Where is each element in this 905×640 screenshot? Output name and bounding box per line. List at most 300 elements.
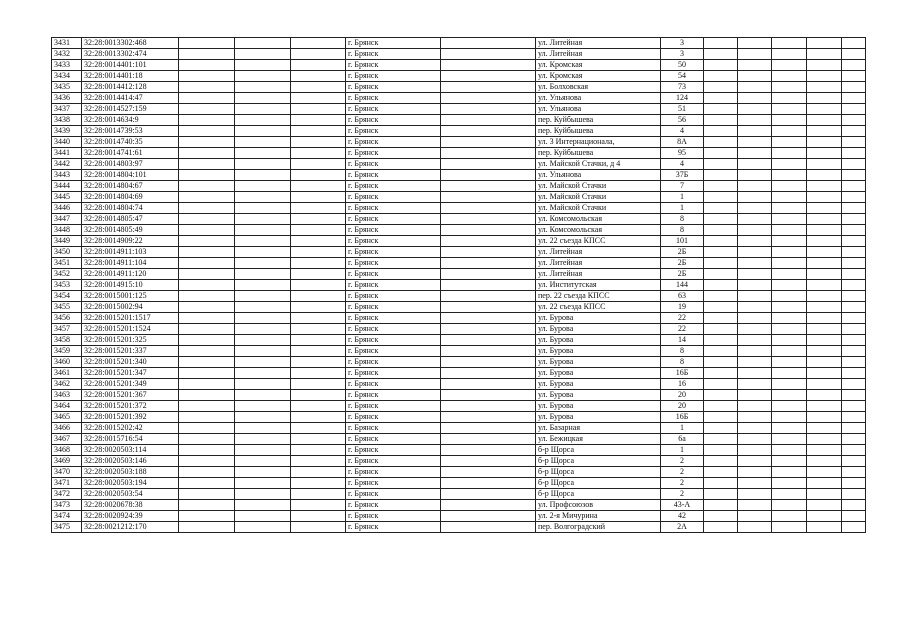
empty-cell bbox=[807, 225, 842, 236]
street-name: ул. 22 съезда КПСС bbox=[536, 302, 661, 313]
empty-cell bbox=[772, 82, 807, 93]
empty-cell bbox=[291, 445, 346, 456]
empty-cell bbox=[179, 456, 235, 467]
empty-cell bbox=[235, 511, 291, 522]
empty-cell bbox=[738, 82, 772, 93]
empty-cell bbox=[842, 357, 866, 368]
empty-cell bbox=[738, 49, 772, 60]
empty-cell bbox=[235, 148, 291, 159]
empty-cell bbox=[772, 456, 807, 467]
cadastral-number: 32:28:0014740:35 bbox=[82, 137, 179, 148]
cadastral-number: 32:28:0015201:347 bbox=[82, 368, 179, 379]
empty-cell bbox=[441, 269, 536, 280]
table-row bbox=[52, 170, 866, 181]
empty-cell bbox=[807, 181, 842, 192]
empty-cell bbox=[807, 511, 842, 522]
street-name: ул. Бурова bbox=[536, 313, 661, 324]
house-number: 16Б bbox=[661, 368, 704, 379]
empty-cell bbox=[842, 379, 866, 390]
house-number: 14 bbox=[661, 335, 704, 346]
row-number: 3455 bbox=[52, 302, 82, 313]
street-name: ул. Бурова bbox=[536, 335, 661, 346]
street-name: ул. Бурова bbox=[536, 324, 661, 335]
empty-cell bbox=[291, 456, 346, 467]
empty-cell bbox=[235, 115, 291, 126]
row-number: 3457 bbox=[52, 324, 82, 335]
street-name: ул. Майской Стачки bbox=[536, 181, 661, 192]
empty-cell bbox=[704, 236, 738, 247]
empty-cell bbox=[441, 478, 536, 489]
empty-cell bbox=[291, 401, 346, 412]
empty-cell bbox=[441, 324, 536, 335]
street-name: ул. Майской Стачки, д 4 bbox=[536, 159, 661, 170]
empty-cell bbox=[772, 423, 807, 434]
empty-cell bbox=[704, 170, 738, 181]
empty-cell bbox=[842, 291, 866, 302]
empty-cell bbox=[235, 159, 291, 170]
street-name: ул. Ульянова bbox=[536, 170, 661, 181]
empty-cell bbox=[772, 60, 807, 71]
table-row bbox=[52, 203, 866, 214]
cadastral-number: 32:28:0013302:468 bbox=[82, 38, 179, 49]
cadastral-number: 32:28:0014915:10 bbox=[82, 280, 179, 291]
street-name: ул. Бурова bbox=[536, 412, 661, 423]
empty-cell bbox=[441, 280, 536, 291]
empty-cell bbox=[704, 467, 738, 478]
table-row bbox=[52, 434, 866, 445]
empty-cell bbox=[704, 214, 738, 225]
empty-cell bbox=[738, 346, 772, 357]
empty-cell bbox=[807, 522, 842, 533]
empty-cell bbox=[842, 181, 866, 192]
city-name: г. Брянск bbox=[346, 357, 441, 368]
empty-cell bbox=[738, 500, 772, 511]
table-row bbox=[52, 412, 866, 423]
empty-cell bbox=[704, 192, 738, 203]
empty-cell bbox=[179, 60, 235, 71]
empty-cell bbox=[842, 247, 866, 258]
house-number: 22 bbox=[661, 313, 704, 324]
street-name: пер. Куйбышева bbox=[536, 126, 661, 137]
empty-cell bbox=[179, 390, 235, 401]
cadastral-number: 32:28:0015201:337 bbox=[82, 346, 179, 357]
house-number: 2 bbox=[661, 489, 704, 500]
cadastral-number: 32:28:0015201:1517 bbox=[82, 313, 179, 324]
empty-cell bbox=[738, 126, 772, 137]
empty-cell bbox=[738, 335, 772, 346]
cadastral-number: 32:28:0014911:104 bbox=[82, 258, 179, 269]
city-name: г. Брянск bbox=[346, 38, 441, 49]
empty-cell bbox=[807, 313, 842, 324]
empty-cell bbox=[704, 258, 738, 269]
empty-cell bbox=[738, 104, 772, 115]
city-name: г. Брянск bbox=[346, 478, 441, 489]
house-number: 2 bbox=[661, 478, 704, 489]
city-name: г. Брянск bbox=[346, 126, 441, 137]
empty-cell bbox=[807, 82, 842, 93]
empty-cell bbox=[807, 324, 842, 335]
empty-cell bbox=[807, 291, 842, 302]
empty-cell bbox=[807, 401, 842, 412]
empty-cell bbox=[807, 236, 842, 247]
empty-cell bbox=[772, 203, 807, 214]
cadastral-number: 32:28:0014401:101 bbox=[82, 60, 179, 71]
empty-cell bbox=[842, 258, 866, 269]
empty-cell bbox=[291, 115, 346, 126]
empty-cell bbox=[842, 456, 866, 467]
house-number: 63 bbox=[661, 291, 704, 302]
empty-cell bbox=[441, 401, 536, 412]
street-name: пер. Куйбышева bbox=[536, 148, 661, 159]
row-number: 3474 bbox=[52, 511, 82, 522]
street-name: б-р Щорса bbox=[536, 467, 661, 478]
table-row bbox=[52, 181, 866, 192]
city-name: г. Брянск bbox=[346, 313, 441, 324]
row-number: 3431 bbox=[52, 38, 82, 49]
empty-cell bbox=[738, 313, 772, 324]
city-name: г. Брянск bbox=[346, 60, 441, 71]
house-number: 3 bbox=[661, 38, 704, 49]
empty-cell bbox=[235, 280, 291, 291]
cadastral-number: 32:28:0015201:340 bbox=[82, 357, 179, 368]
empty-cell bbox=[179, 313, 235, 324]
house-number: 2 bbox=[661, 467, 704, 478]
empty-cell bbox=[738, 478, 772, 489]
empty-cell bbox=[291, 313, 346, 324]
empty-cell bbox=[807, 148, 842, 159]
empty-cell bbox=[704, 137, 738, 148]
empty-cell bbox=[772, 335, 807, 346]
row-number: 3442 bbox=[52, 159, 82, 170]
empty-cell bbox=[235, 291, 291, 302]
row-number: 3463 bbox=[52, 390, 82, 401]
house-number: 3 bbox=[661, 49, 704, 60]
empty-cell bbox=[704, 247, 738, 258]
empty-cell bbox=[704, 71, 738, 82]
empty-cell bbox=[807, 49, 842, 60]
empty-cell bbox=[704, 478, 738, 489]
cadastral-number: 32:28:0015202:42 bbox=[82, 423, 179, 434]
table-row bbox=[52, 423, 866, 434]
empty-cell bbox=[179, 126, 235, 137]
empty-cell bbox=[772, 225, 807, 236]
row-number: 3452 bbox=[52, 269, 82, 280]
empty-cell bbox=[179, 71, 235, 82]
empty-cell bbox=[704, 82, 738, 93]
table-row bbox=[52, 258, 866, 269]
cadastral-number: 32:28:0014805:49 bbox=[82, 225, 179, 236]
row-number: 3462 bbox=[52, 379, 82, 390]
empty-cell bbox=[842, 467, 866, 478]
empty-cell bbox=[235, 445, 291, 456]
row-number: 3451 bbox=[52, 258, 82, 269]
empty-cell bbox=[842, 522, 866, 533]
house-number: 8 bbox=[661, 214, 704, 225]
empty-cell bbox=[772, 269, 807, 280]
empty-cell bbox=[807, 423, 842, 434]
empty-cell bbox=[807, 500, 842, 511]
empty-cell bbox=[704, 522, 738, 533]
empty-cell bbox=[738, 423, 772, 434]
row-number: 3460 bbox=[52, 357, 82, 368]
empty-cell bbox=[842, 104, 866, 115]
empty-cell bbox=[738, 93, 772, 104]
empty-cell bbox=[179, 93, 235, 104]
table-row bbox=[52, 511, 866, 522]
empty-cell bbox=[235, 346, 291, 357]
row-number: 3456 bbox=[52, 313, 82, 324]
row-number: 3475 bbox=[52, 522, 82, 533]
empty-cell bbox=[235, 60, 291, 71]
row-number: 3461 bbox=[52, 368, 82, 379]
empty-cell bbox=[772, 93, 807, 104]
empty-cell bbox=[772, 104, 807, 115]
empty-cell bbox=[738, 489, 772, 500]
street-name: ул. Ульянова bbox=[536, 104, 661, 115]
empty-cell bbox=[291, 489, 346, 500]
empty-cell bbox=[738, 302, 772, 313]
empty-cell bbox=[179, 203, 235, 214]
empty-cell bbox=[291, 170, 346, 181]
empty-cell bbox=[807, 467, 842, 478]
city-name: г. Брянск bbox=[346, 302, 441, 313]
cadastral-number: 32:28:0015201:367 bbox=[82, 390, 179, 401]
cadastral-number: 32:28:0014805:47 bbox=[82, 214, 179, 225]
empty-cell bbox=[179, 225, 235, 236]
empty-cell bbox=[291, 137, 346, 148]
empty-cell bbox=[291, 335, 346, 346]
empty-cell bbox=[179, 192, 235, 203]
table-row bbox=[52, 280, 866, 291]
empty-cell bbox=[807, 60, 842, 71]
row-number: 3440 bbox=[52, 137, 82, 148]
empty-cell bbox=[807, 434, 842, 445]
empty-cell bbox=[441, 38, 536, 49]
empty-cell bbox=[842, 511, 866, 522]
empty-cell bbox=[235, 456, 291, 467]
empty-cell bbox=[738, 412, 772, 423]
table-row bbox=[52, 500, 866, 511]
empty-cell bbox=[291, 379, 346, 390]
empty-cell bbox=[738, 60, 772, 71]
empty-cell bbox=[441, 434, 536, 445]
row-number: 3468 bbox=[52, 445, 82, 456]
empty-cell bbox=[842, 126, 866, 137]
table-row bbox=[52, 390, 866, 401]
empty-cell bbox=[235, 423, 291, 434]
empty-cell bbox=[235, 137, 291, 148]
empty-cell bbox=[807, 137, 842, 148]
empty-cell bbox=[179, 49, 235, 60]
table-row bbox=[52, 346, 866, 357]
empty-cell bbox=[441, 346, 536, 357]
street-name: ул. Бурова bbox=[536, 390, 661, 401]
row-number: 3448 bbox=[52, 225, 82, 236]
empty-cell bbox=[235, 335, 291, 346]
row-number: 3469 bbox=[52, 456, 82, 467]
city-name: г. Брянск bbox=[346, 93, 441, 104]
empty-cell bbox=[235, 368, 291, 379]
empty-cell bbox=[235, 379, 291, 390]
empty-cell bbox=[179, 379, 235, 390]
empty-cell bbox=[441, 115, 536, 126]
street-name: ул. Болховская bbox=[536, 82, 661, 93]
row-number: 3465 bbox=[52, 412, 82, 423]
empty-cell bbox=[842, 148, 866, 159]
city-name: г. Брянск bbox=[346, 181, 441, 192]
city-name: г. Брянск bbox=[346, 489, 441, 500]
empty-cell bbox=[704, 225, 738, 236]
empty-cell bbox=[772, 137, 807, 148]
city-name: г. Брянск bbox=[346, 401, 441, 412]
empty-cell bbox=[441, 192, 536, 203]
empty-cell bbox=[291, 368, 346, 379]
table-row bbox=[52, 236, 866, 247]
city-name: г. Брянск bbox=[346, 82, 441, 93]
empty-cell bbox=[772, 291, 807, 302]
empty-cell bbox=[772, 478, 807, 489]
house-number: 124 bbox=[661, 93, 704, 104]
empty-cell bbox=[738, 115, 772, 126]
row-number: 3446 bbox=[52, 203, 82, 214]
house-number: 37Б bbox=[661, 170, 704, 181]
empty-cell bbox=[738, 522, 772, 533]
empty-cell bbox=[704, 313, 738, 324]
empty-cell bbox=[291, 291, 346, 302]
row-number: 3434 bbox=[52, 71, 82, 82]
street-name: ул. Институтская bbox=[536, 280, 661, 291]
street-name: ул. Базарная bbox=[536, 423, 661, 434]
street-name: ул. Бежицкая bbox=[536, 434, 661, 445]
empty-cell bbox=[441, 489, 536, 500]
empty-cell bbox=[842, 269, 866, 280]
empty-cell bbox=[441, 467, 536, 478]
empty-cell bbox=[772, 346, 807, 357]
city-name: г. Брянск bbox=[346, 247, 441, 258]
empty-cell bbox=[807, 115, 842, 126]
empty-cell bbox=[738, 258, 772, 269]
city-name: г. Брянск bbox=[346, 500, 441, 511]
empty-cell bbox=[441, 445, 536, 456]
empty-cell bbox=[738, 214, 772, 225]
cadastral-number: 32:28:0013302:474 bbox=[82, 49, 179, 60]
row-number: 3438 bbox=[52, 115, 82, 126]
house-number: 2 bbox=[661, 456, 704, 467]
table-row bbox=[52, 247, 866, 258]
city-name: г. Брянск bbox=[346, 456, 441, 467]
empty-cell bbox=[807, 192, 842, 203]
empty-cell bbox=[235, 203, 291, 214]
empty-cell bbox=[704, 368, 738, 379]
house-number: 50 bbox=[661, 60, 704, 71]
cadastral-number: 32:28:0015002:94 bbox=[82, 302, 179, 313]
table-row bbox=[52, 126, 866, 137]
house-number: 2Б bbox=[661, 247, 704, 258]
empty-cell bbox=[772, 170, 807, 181]
empty-cell bbox=[179, 137, 235, 148]
house-number: 56 bbox=[661, 115, 704, 126]
empty-cell bbox=[738, 148, 772, 159]
house-number: 144 bbox=[661, 280, 704, 291]
empty-cell bbox=[704, 445, 738, 456]
city-name: г. Брянск bbox=[346, 511, 441, 522]
empty-cell bbox=[807, 280, 842, 291]
house-number: 42 bbox=[661, 511, 704, 522]
table-row bbox=[52, 214, 866, 225]
empty-cell bbox=[291, 346, 346, 357]
street-name: ул. Ульянова bbox=[536, 93, 661, 104]
empty-cell bbox=[235, 170, 291, 181]
table-row bbox=[52, 467, 866, 478]
empty-cell bbox=[179, 269, 235, 280]
cadastral-number: 32:28:0014804:74 bbox=[82, 203, 179, 214]
empty-cell bbox=[772, 412, 807, 423]
empty-cell bbox=[441, 170, 536, 181]
city-name: г. Брянск bbox=[346, 49, 441, 60]
empty-cell bbox=[179, 489, 235, 500]
table-row bbox=[52, 379, 866, 390]
empty-cell bbox=[772, 445, 807, 456]
row-number: 3454 bbox=[52, 291, 82, 302]
empty-cell bbox=[235, 104, 291, 115]
empty-cell bbox=[738, 511, 772, 522]
empty-cell bbox=[842, 313, 866, 324]
empty-cell bbox=[704, 511, 738, 522]
empty-cell bbox=[291, 467, 346, 478]
cadastral-number: 32:28:0020678:38 bbox=[82, 500, 179, 511]
empty-cell bbox=[807, 456, 842, 467]
city-name: г. Брянск bbox=[346, 71, 441, 82]
empty-cell bbox=[235, 489, 291, 500]
cadastral-number: 32:28:0020503:194 bbox=[82, 478, 179, 489]
empty-cell bbox=[807, 269, 842, 280]
empty-cell bbox=[738, 269, 772, 280]
house-number: 2Б bbox=[661, 269, 704, 280]
empty-cell bbox=[807, 357, 842, 368]
empty-cell bbox=[179, 148, 235, 159]
empty-cell bbox=[441, 203, 536, 214]
cadastral-number: 32:28:0014739:53 bbox=[82, 126, 179, 137]
empty-cell bbox=[807, 93, 842, 104]
empty-cell bbox=[291, 93, 346, 104]
empty-cell bbox=[772, 181, 807, 192]
empty-cell bbox=[842, 489, 866, 500]
row-number: 3444 bbox=[52, 181, 82, 192]
city-name: г. Брянск bbox=[346, 434, 441, 445]
house-number: 8 bbox=[661, 346, 704, 357]
table-row bbox=[52, 357, 866, 368]
table-row bbox=[52, 225, 866, 236]
empty-cell bbox=[704, 104, 738, 115]
empty-cell bbox=[704, 412, 738, 423]
empty-cell bbox=[704, 390, 738, 401]
street-name: пер. Волгоградский bbox=[536, 522, 661, 533]
empty-cell bbox=[179, 214, 235, 225]
street-name: ул. Литейная bbox=[536, 247, 661, 258]
street-name: ул. Кромская bbox=[536, 71, 661, 82]
cadastral-number: 32:28:0015201:372 bbox=[82, 401, 179, 412]
empty-cell bbox=[842, 335, 866, 346]
empty-cell bbox=[704, 335, 738, 346]
empty-cell bbox=[772, 368, 807, 379]
street-name: пер. 22 съезда КПСС bbox=[536, 291, 661, 302]
empty-cell bbox=[291, 258, 346, 269]
empty-cell bbox=[772, 236, 807, 247]
empty-cell bbox=[291, 38, 346, 49]
empty-cell bbox=[772, 467, 807, 478]
empty-cell bbox=[842, 302, 866, 313]
empty-cell bbox=[738, 291, 772, 302]
